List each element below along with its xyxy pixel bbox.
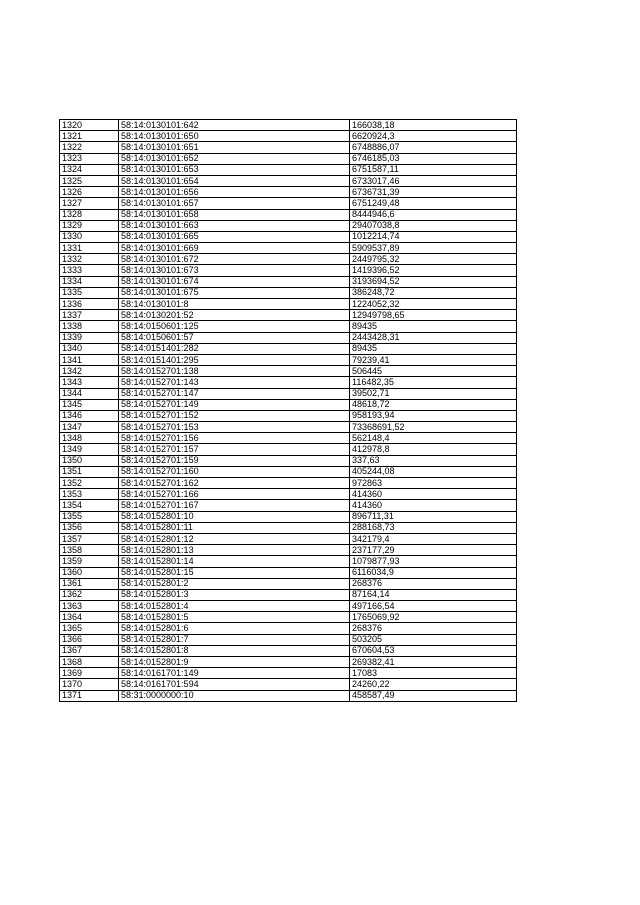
table-row xyxy=(60,511,517,522)
cadastral-number-cell: 58:14:0130101:650 xyxy=(119,131,350,142)
cadastral-number-cell: 58:14:0152801:7 xyxy=(119,634,350,645)
table-body xyxy=(60,120,517,702)
table-row xyxy=(60,522,517,533)
value-cell: 958193,94 xyxy=(350,410,517,421)
value-cell: 89435 xyxy=(350,321,517,332)
cadastral-number-cell: 58:14:0151401:282 xyxy=(119,343,350,354)
table-row xyxy=(60,422,517,433)
table-row xyxy=(60,533,517,544)
row-number-cell: 1366 xyxy=(60,634,119,645)
value-cell: 6736731,39 xyxy=(350,187,517,198)
value-cell: 39502,71 xyxy=(350,388,517,399)
value-cell: 1765069,92 xyxy=(350,612,517,623)
table-row xyxy=(60,545,517,556)
table-row xyxy=(60,276,517,287)
table-row xyxy=(60,187,517,198)
row-number-cell: 1360 xyxy=(60,567,119,578)
value-cell: 1079877,93 xyxy=(350,556,517,567)
value-cell: 497166,54 xyxy=(350,601,517,612)
cadastral-number-cell: 58:14:0130101:663 xyxy=(119,220,350,231)
cadastral-number-cell: 58:14:0161701:594 xyxy=(119,679,350,690)
value-cell: 342179,4 xyxy=(350,533,517,544)
row-number-cell: 1320 xyxy=(60,120,119,131)
table-row xyxy=(60,343,517,354)
row-number-cell: 1349 xyxy=(60,444,119,455)
table-row xyxy=(60,354,517,365)
table-row xyxy=(60,120,517,131)
table-row xyxy=(60,657,517,668)
value-cell: 458587,49 xyxy=(350,690,517,701)
row-number-cell: 1347 xyxy=(60,422,119,433)
value-cell: 268376 xyxy=(350,623,517,634)
cadastral-number-cell: 58:14:0152801:5 xyxy=(119,612,350,623)
value-cell: 6748886,07 xyxy=(350,142,517,153)
row-number-cell: 1368 xyxy=(60,657,119,668)
table-row xyxy=(60,690,517,701)
cadastral-number-cell: 58:14:0151401:295 xyxy=(119,354,350,365)
value-cell: 116482,35 xyxy=(350,377,517,388)
table-row xyxy=(60,601,517,612)
value-cell: 79239,41 xyxy=(350,354,517,365)
row-number-cell: 1336 xyxy=(60,299,119,310)
cadastral-number-cell: 58:14:0152801:10 xyxy=(119,511,350,522)
value-cell: 1012214,74 xyxy=(350,231,517,242)
value-cell: 29407038,8 xyxy=(350,220,517,231)
cadastral-number-cell: 58:14:0152701:167 xyxy=(119,500,350,511)
value-cell: 2449795,32 xyxy=(350,254,517,265)
table-row xyxy=(60,231,517,242)
value-cell: 12949798,65 xyxy=(350,310,517,321)
row-number-cell: 1327 xyxy=(60,198,119,209)
cadastral-number-cell: 58:14:0152701:143 xyxy=(119,377,350,388)
cadastral-number-cell: 58:14:0161701:149 xyxy=(119,668,350,679)
row-number-cell: 1325 xyxy=(60,175,119,186)
value-cell: 288168,73 xyxy=(350,522,517,533)
row-number-cell: 1358 xyxy=(60,545,119,556)
table-row xyxy=(60,500,517,511)
row-number-cell: 1357 xyxy=(60,533,119,544)
row-number-cell: 1355 xyxy=(60,511,119,522)
table-row xyxy=(60,645,517,656)
cadastral-number-cell: 58:14:0130101:652 xyxy=(119,153,350,164)
row-number-cell: 1367 xyxy=(60,645,119,656)
value-cell: 414360 xyxy=(350,489,517,500)
row-number-cell: 1361 xyxy=(60,578,119,589)
table-row xyxy=(60,153,517,164)
cadastral-number-cell: 58:14:0152701:147 xyxy=(119,388,350,399)
cadastral-number-cell: 58:14:0152701:166 xyxy=(119,489,350,500)
table-row xyxy=(60,299,517,310)
table-row xyxy=(60,265,517,276)
value-cell: 8444946,6 xyxy=(350,209,517,220)
row-number-cell: 1333 xyxy=(60,265,119,276)
table-row xyxy=(60,556,517,567)
table-row xyxy=(60,310,517,321)
table-row xyxy=(60,679,517,690)
cadastral-number-cell: 58:14:0130101:653 xyxy=(119,164,350,175)
table-row xyxy=(60,589,517,600)
row-number-cell: 1340 xyxy=(60,343,119,354)
value-cell: 17083 xyxy=(350,668,517,679)
table-row xyxy=(60,198,517,209)
cadastral-number-cell: 58:14:0152801:13 xyxy=(119,545,350,556)
row-number-cell: 1329 xyxy=(60,220,119,231)
cadastral-number-cell: 58:14:0130101:674 xyxy=(119,276,350,287)
row-number-cell: 1365 xyxy=(60,623,119,634)
value-cell: 6620924,3 xyxy=(350,131,517,142)
cadastral-number-cell: 58:14:0130101:654 xyxy=(119,175,350,186)
value-cell: 269382,41 xyxy=(350,657,517,668)
cadastral-number-cell: 58:14:0152801:15 xyxy=(119,567,350,578)
row-number-cell: 1323 xyxy=(60,153,119,164)
value-cell: 337,63 xyxy=(350,455,517,466)
value-cell: 414360 xyxy=(350,500,517,511)
cadastral-number-cell: 58:14:0152701:152 xyxy=(119,410,350,421)
value-cell: 6751587,11 xyxy=(350,164,517,175)
row-number-cell: 1346 xyxy=(60,410,119,421)
value-cell: 6746185,03 xyxy=(350,153,517,164)
cadastral-number-cell: 58:14:0130201:52 xyxy=(119,310,350,321)
row-number-cell: 1344 xyxy=(60,388,119,399)
row-number-cell: 1335 xyxy=(60,287,119,298)
row-number-cell: 1343 xyxy=(60,377,119,388)
row-number-cell: 1348 xyxy=(60,433,119,444)
row-number-cell: 1321 xyxy=(60,131,119,142)
table-row xyxy=(60,209,517,220)
value-cell: 237177,29 xyxy=(350,545,517,556)
table-row xyxy=(60,444,517,455)
row-number-cell: 1356 xyxy=(60,522,119,533)
row-number-cell: 1330 xyxy=(60,231,119,242)
table-row xyxy=(60,634,517,645)
cadastral-number-cell: 58:31:0000000:10 xyxy=(119,690,350,701)
value-cell: 1224052,32 xyxy=(350,299,517,310)
row-number-cell: 1332 xyxy=(60,254,119,265)
cadastral-number-cell: 58:14:0130101:673 xyxy=(119,265,350,276)
table-row xyxy=(60,220,517,231)
value-cell: 2443428,31 xyxy=(350,332,517,343)
cadastral-number-cell: 58:14:0152701:138 xyxy=(119,366,350,377)
row-number-cell: 1322 xyxy=(60,142,119,153)
table-row xyxy=(60,377,517,388)
row-number-cell: 1338 xyxy=(60,321,119,332)
cadastral-number-cell: 58:14:0152801:14 xyxy=(119,556,350,567)
row-number-cell: 1363 xyxy=(60,601,119,612)
value-cell: 670604,53 xyxy=(350,645,517,656)
cadastral-number-cell: 58:14:0152701:153 xyxy=(119,422,350,433)
table-row xyxy=(60,623,517,634)
value-cell: 503205 xyxy=(350,634,517,645)
table-row xyxy=(60,466,517,477)
table-row xyxy=(60,399,517,410)
table-row xyxy=(60,612,517,623)
cadastral-number-cell: 58:14:0150601:125 xyxy=(119,321,350,332)
value-cell: 412978,8 xyxy=(350,444,517,455)
value-cell: 1419396,52 xyxy=(350,265,517,276)
table-row xyxy=(60,478,517,489)
cadastral-number-cell: 58:14:0152801:12 xyxy=(119,533,350,544)
table-row xyxy=(60,489,517,500)
value-cell: 506445 xyxy=(350,366,517,377)
value-cell: 87164,14 xyxy=(350,589,517,600)
cadastral-number-cell: 58:14:0152701:162 xyxy=(119,478,350,489)
cadastral-number-cell: 58:14:0130101:8 xyxy=(119,299,350,310)
value-cell: 6751249,48 xyxy=(350,198,517,209)
table-row xyxy=(60,142,517,153)
row-number-cell: 1353 xyxy=(60,489,119,500)
row-number-cell: 1331 xyxy=(60,243,119,254)
table-row xyxy=(60,175,517,186)
row-number-cell: 1369 xyxy=(60,668,119,679)
table-row xyxy=(60,433,517,444)
table-row xyxy=(60,578,517,589)
table-row xyxy=(60,131,517,142)
cadastral-number-cell: 58:14:0152801:8 xyxy=(119,645,350,656)
cadastral-number-cell: 58:14:0130101:669 xyxy=(119,243,350,254)
cadastral-number-cell: 58:14:0130101:675 xyxy=(119,287,350,298)
row-number-cell: 1337 xyxy=(60,310,119,321)
cadastral-number-cell: 58:14:0152801:4 xyxy=(119,601,350,612)
table-row xyxy=(60,567,517,578)
cadastral-number-cell: 58:14:0152701:156 xyxy=(119,433,350,444)
row-number-cell: 1328 xyxy=(60,209,119,220)
row-number-cell: 1359 xyxy=(60,556,119,567)
row-number-cell: 1342 xyxy=(60,366,119,377)
row-number-cell: 1354 xyxy=(60,500,119,511)
table-row xyxy=(60,321,517,332)
cadastral-number-cell: 58:14:0152701:149 xyxy=(119,399,350,410)
cadastral-number-cell: 58:14:0130101:657 xyxy=(119,198,350,209)
value-cell: 405244,08 xyxy=(350,466,517,477)
data-table xyxy=(59,119,517,702)
cadastral-number-cell: 58:14:0130101:658 xyxy=(119,209,350,220)
cadastral-number-cell: 58:14:0130101:665 xyxy=(119,231,350,242)
row-number-cell: 1351 xyxy=(60,466,119,477)
cadastral-number-cell: 58:14:0130101:672 xyxy=(119,254,350,265)
table-row xyxy=(60,164,517,175)
table-row xyxy=(60,332,517,343)
row-number-cell: 1341 xyxy=(60,354,119,365)
row-number-cell: 1334 xyxy=(60,276,119,287)
table-row xyxy=(60,668,517,679)
value-cell: 6116034,9 xyxy=(350,567,517,578)
value-cell: 6733017,46 xyxy=(350,175,517,186)
cadastral-number-cell: 58:14:0130101:642 xyxy=(119,120,350,131)
cadastral-number-cell: 58:14:0130101:656 xyxy=(119,187,350,198)
table-row xyxy=(60,455,517,466)
value-cell: 89435 xyxy=(350,343,517,354)
row-number-cell: 1350 xyxy=(60,455,119,466)
row-number-cell: 1352 xyxy=(60,478,119,489)
cadastral-number-cell: 58:14:0152701:159 xyxy=(119,455,350,466)
value-cell: 896711,31 xyxy=(350,511,517,522)
value-cell: 3193694,52 xyxy=(350,276,517,287)
cadastral-number-cell: 58:14:0152801:2 xyxy=(119,578,350,589)
value-cell: 386248,72 xyxy=(350,287,517,298)
row-number-cell: 1362 xyxy=(60,589,119,600)
value-cell: 73368691,52 xyxy=(350,422,517,433)
table-row xyxy=(60,366,517,377)
table-row xyxy=(60,410,517,421)
row-number-cell: 1324 xyxy=(60,164,119,175)
row-number-cell: 1370 xyxy=(60,679,119,690)
value-cell: 24260,22 xyxy=(350,679,517,690)
cadastral-number-cell: 58:14:0150601:57 xyxy=(119,332,350,343)
value-cell: 5909537,89 xyxy=(350,243,517,254)
value-cell: 972863 xyxy=(350,478,517,489)
value-cell: 166038,18 xyxy=(350,120,517,131)
value-cell: 48618,72 xyxy=(350,399,517,410)
row-number-cell: 1339 xyxy=(60,332,119,343)
value-cell: 268376 xyxy=(350,578,517,589)
cadastral-number-cell: 58:14:0152701:160 xyxy=(119,466,350,477)
table-row xyxy=(60,243,517,254)
table-row xyxy=(60,287,517,298)
row-number-cell: 1364 xyxy=(60,612,119,623)
cadastral-number-cell: 58:14:0152801:11 xyxy=(119,522,350,533)
table-row xyxy=(60,388,517,399)
cadastral-number-cell: 58:14:0152701:157 xyxy=(119,444,350,455)
cadastral-number-cell: 58:14:0152801:3 xyxy=(119,589,350,600)
row-number-cell: 1345 xyxy=(60,399,119,410)
value-cell: 562148,4 xyxy=(350,433,517,444)
row-number-cell: 1371 xyxy=(60,690,119,701)
cadastral-number-cell: 58:14:0152801:9 xyxy=(119,657,350,668)
table-row xyxy=(60,254,517,265)
row-number-cell: 1326 xyxy=(60,187,119,198)
cadastral-number-cell: 58:14:0130101:651 xyxy=(119,142,350,153)
cadastral-number-cell: 58:14:0152801:6 xyxy=(119,623,350,634)
